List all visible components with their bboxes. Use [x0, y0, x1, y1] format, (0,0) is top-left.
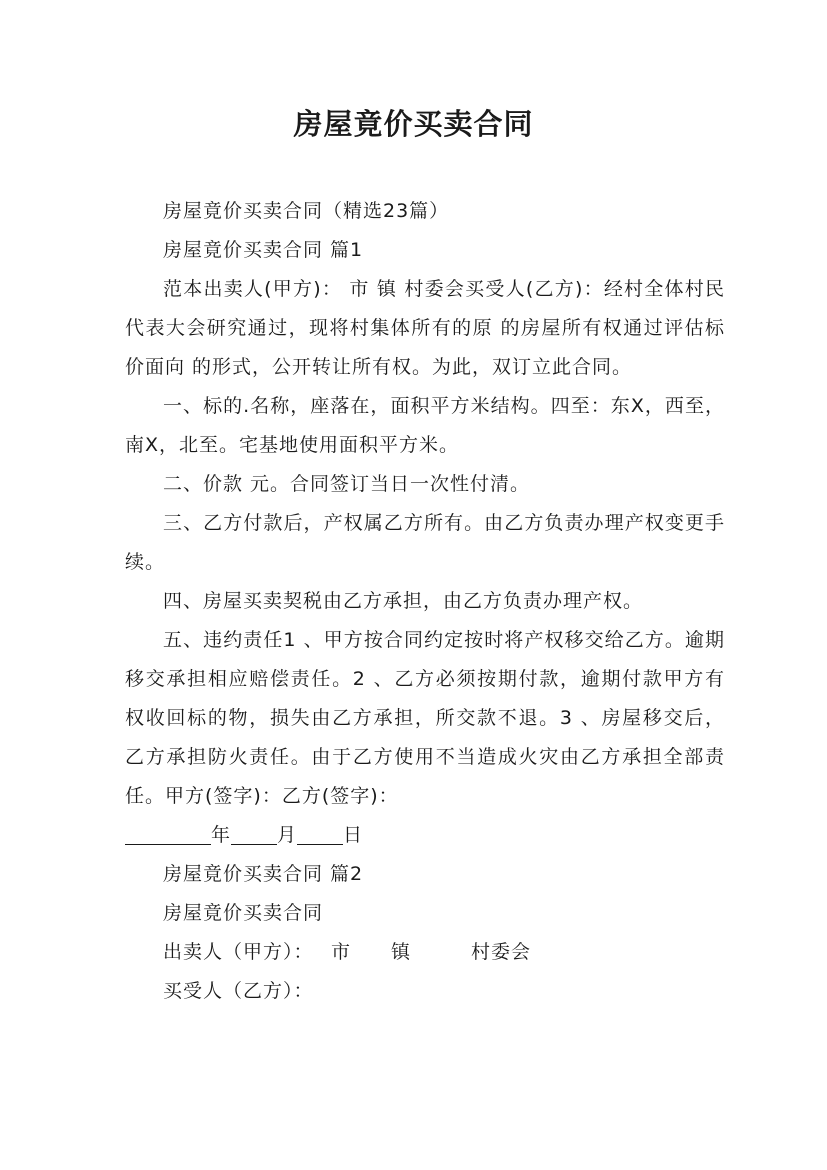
paragraph-liability: 五、违约责任1 、甲方按合同约定按时将产权移交给乙方。逾期移交承担相应赔偿责任。2 、乙方必须按期付款，逾期付款甲方有权收回标的物，损失由乙方承担，所交款不退。3 、房屋移交后，乙方承担防火责任。由于乙方使用不当造成火灾由乙方承担全部责任。甲方(签字)：乙方(签字)：: [125, 629, 725, 807]
paragraph-ownership: 三、乙方付款后，产权属乙方所有。由乙方负责办理产权变更手续。: [125, 512, 725, 573]
seller-line: 出卖人（甲方）： 市 镇 村委会: [163, 941, 532, 963]
paragraph-subject: 一、标的.名称，座落在，面积平方米结构。四至：东X，西至，南X，北至。宅基地使用面积平方米。: [125, 395, 725, 456]
paragraph-tax: 四、房屋买卖契税由乙方承担，由乙方负责办理产权。: [163, 590, 644, 612]
paragraph-parties: 范本出卖人(甲方)： 市 镇 村委会买受人(乙方)：经村全体村民代表大会研究通过，现将村集体所有的原 的房屋所有权通过评估标价面向 的形式，公开转让所有权。为此，双订立此合同。: [125, 278, 725, 378]
section2-heading: 房屋竟价买卖合同 篇2: [163, 863, 364, 885]
document-body: [125, 192, 725, 1011]
month-blank: [231, 820, 277, 845]
section1-heading: 房屋竟价买卖合同 篇1: [163, 239, 364, 261]
document-subtitle: 房屋竟价买卖合同（精选23篇）: [163, 200, 450, 222]
date-month-label: 月: [277, 824, 298, 846]
document-title: 房屋竟价买卖合同: [293, 107, 534, 141]
signature-date-line: [125, 816, 725, 855]
year-blank: [125, 820, 211, 845]
section2-title: 房屋竟价买卖合同: [163, 902, 324, 924]
buyer-line: 买受人（乙方）：: [163, 980, 314, 1002]
date-year-label: 年: [211, 824, 232, 846]
date-day-label: 日: [343, 824, 364, 846]
day-blank: [297, 820, 343, 845]
paragraph-price: 二、价款 元。合同签订当日一次性付清。: [163, 473, 531, 495]
